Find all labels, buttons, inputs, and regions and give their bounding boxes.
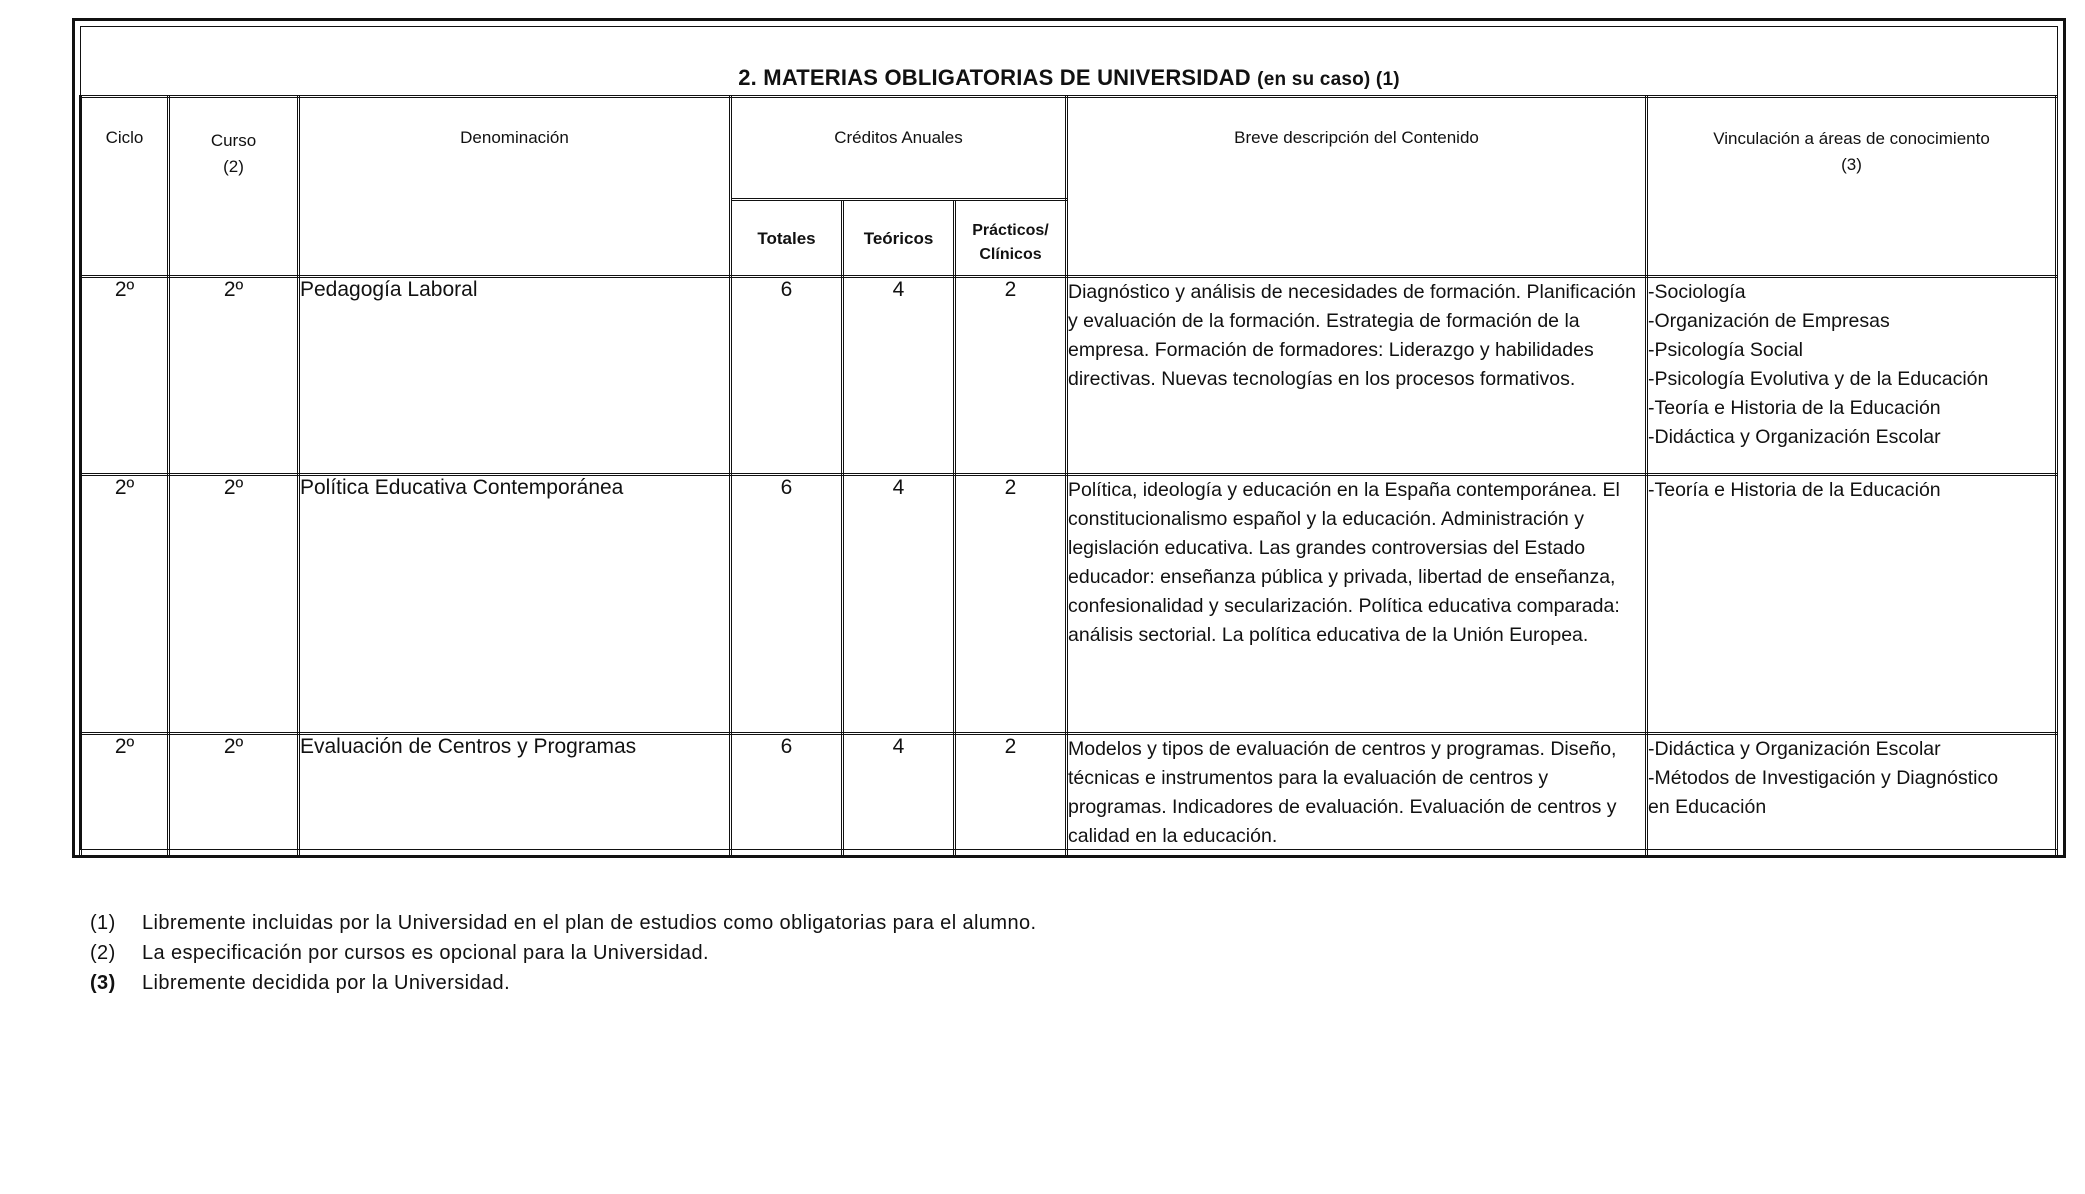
header-descripcion: Breve descripción del Contenido <box>1067 97 1647 277</box>
table-row <box>81 734 2057 857</box>
footnote-text: Libremente incluidas por la Universidad en el plan de estudios como obligatorias para el alumno. <box>142 912 1037 934</box>
area-item: -Didáctica y Organización Escolar <box>1648 426 1941 448</box>
footnote-number: (3) <box>90 972 116 994</box>
cell-descripcion: Diagnóstico y análisis de necesidades de formación. Planificación y evaluación de la formación. Estrategia de formación de la empresa. Formación de formadores: Liderazgo y habilidades directivas. Nuevas tecnologías en los procesos formativos. <box>1067 277 1647 475</box>
area-item: -Teoría e Historia de la Educación <box>1648 479 1941 501</box>
header-practicos: Prácticos/ Clínicos <box>955 200 1067 277</box>
area-item: -Métodos de Investigación y Diagnóstico <box>1648 767 1999 789</box>
header-denominacion: Denominación <box>299 97 731 277</box>
footnote-number: (1) <box>90 912 116 934</box>
cell-ciclo: 2º <box>81 475 169 734</box>
cell-teoricos: 4 <box>843 734 955 857</box>
header-curso: Curso (2) <box>169 97 299 277</box>
footnote <box>90 968 1036 998</box>
header-vinculacion: Vinculación a áreas de conocimiento (3) <box>1647 97 2057 277</box>
cell-areas <box>1647 277 2057 475</box>
cell-ciclo: 2º <box>81 277 169 475</box>
table-row <box>81 277 2057 475</box>
cell-practicos: 2 <box>955 277 1067 475</box>
subjects-table-frame <box>72 18 2066 858</box>
area-item: -Didáctica y Organización Escolar <box>1648 738 1941 760</box>
footnote-text: La especificación por cursos es opcional para la Universidad. <box>142 942 709 964</box>
cell-practicos: 2 <box>955 734 1067 857</box>
footnotes <box>90 908 1036 998</box>
area-item: -Psicología Social <box>1648 339 1803 361</box>
title-suffix: (en su caso) (1) <box>1257 69 1400 90</box>
cell-curso: 2º <box>169 734 299 857</box>
cell-curso: 2º <box>169 277 299 475</box>
header-teoricos: Teóricos <box>843 200 955 277</box>
area-item: -Organización de Empresas <box>1648 310 1890 332</box>
area-item: -Psicología Evolutiva y de la Educación <box>1648 368 1989 390</box>
cell-teoricos: 4 <box>843 475 955 734</box>
subjects-table <box>79 95 2058 858</box>
header-creditos-anuales: Créditos Anuales <box>731 97 1067 200</box>
cell-ciclo: 2º <box>81 734 169 857</box>
header-row-1 <box>81 97 2057 200</box>
cell-areas <box>1647 475 2057 734</box>
table-row <box>81 475 2057 734</box>
footnote <box>90 938 1036 968</box>
cell-denominacion: Pedagogía Laboral <box>299 277 731 475</box>
document-title <box>75 65 2063 91</box>
area-item: -Sociología <box>1648 281 1746 303</box>
cell-teoricos: 4 <box>843 277 955 475</box>
cell-descripcion: Modelos y tipos de evaluación de centros y programas. Diseño, técnicas e instrumentos para la evaluación de centros y programas. Indicadores de evaluación. Evaluación de centros y calidad en la educación. <box>1067 734 1647 857</box>
cell-denominacion: Evaluación de Centros y Programas <box>299 734 731 857</box>
cell-totales: 6 <box>731 277 843 475</box>
header-ciclo: Ciclo <box>81 97 169 277</box>
area-item: -Teoría e Historia de la Educación <box>1648 397 1941 419</box>
cell-descripcion: Política, ideología y educación en la España contemporánea. El constitucionalismo español y la educación. Administración y legislación educativa. Las grandes controversias del Estado educador: enseñanza pública y privada, libertad de enseñanza, confesionalidad y secularización. Política educativa comparada: análisis sectorial. La política educativa de la Unión Europea. <box>1067 475 1647 734</box>
header-totales: Totales <box>731 200 843 277</box>
footnote-text: Libremente decidida por la Universidad. <box>142 972 511 994</box>
cell-areas <box>1647 734 2057 857</box>
title-text: 2. MATERIAS OBLIGATORIAS DE UNIVERSIDAD <box>738 65 1251 90</box>
cell-curso: 2º <box>169 475 299 734</box>
area-item: en Educación <box>1648 796 1767 818</box>
cell-totales: 6 <box>731 734 843 857</box>
cell-denominacion: Política Educativa Contemporánea <box>299 475 731 734</box>
footnote-number: (2) <box>90 942 116 964</box>
cell-totales: 6 <box>731 475 843 734</box>
cell-practicos: 2 <box>955 475 1067 734</box>
footnote <box>90 908 1036 938</box>
